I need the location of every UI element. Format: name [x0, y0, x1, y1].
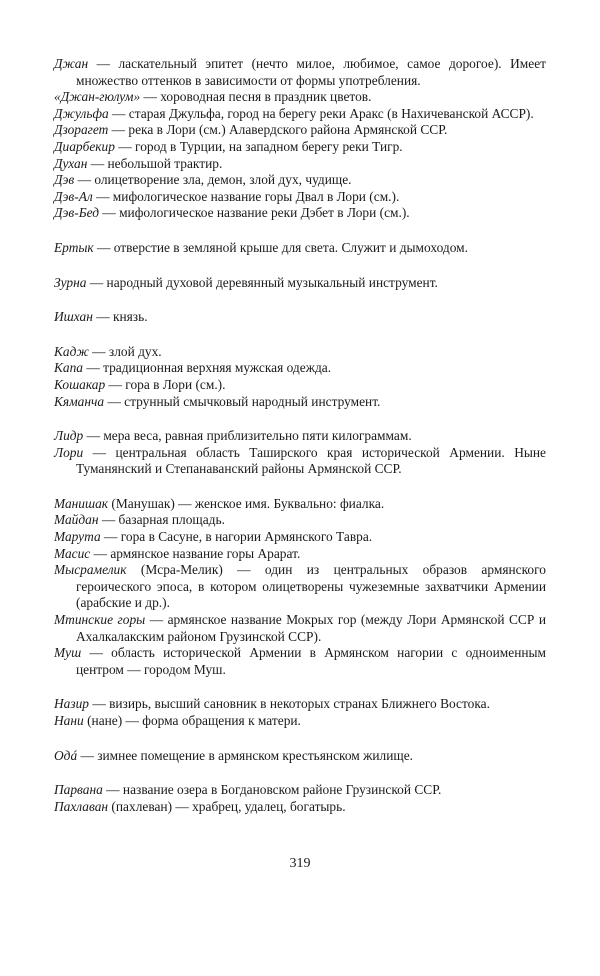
glossary-entry — [54, 240, 546, 257]
entry-definition: — армянское название горы Арарат. — [90, 545, 301, 561]
glossary-entry — [54, 344, 546, 361]
entry-definition: — князь. — [92, 309, 148, 325]
entry-definition: — визирь, высший сановник в некоторых странах Ближнего Востока. — [88, 696, 490, 712]
glossary-entry — [54, 122, 546, 139]
entry-definition: (пахлеван) — храбрец, удалец, богатырь. — [108, 798, 346, 814]
entry-definition: — центральная область Таширского края исторической Армении. Ныне Туманянский и Степанаванский районы Армянской ССР. — [76, 444, 546, 477]
glossary-entry — [54, 205, 546, 222]
glossary-letter-group — [54, 748, 546, 765]
page-number: 319 — [289, 856, 311, 871]
glossary-entry — [54, 529, 546, 546]
entry-term: Пахлаван — [54, 798, 109, 814]
glossary-entry — [54, 189, 546, 206]
entry-term: Нани — [54, 713, 84, 728]
glossary-entry — [54, 377, 546, 394]
glossary-entry — [54, 445, 546, 478]
glossary-entry — [54, 799, 546, 816]
entry-definition: — мифологическое название реки Дэбет в Лори (см.). — [98, 205, 410, 221]
entry-definition: — гора в Лори (см.). — [105, 376, 226, 392]
entry-term: Марута — [54, 529, 101, 545]
entry-term: Мысрамелик — [54, 562, 127, 578]
entry-term: Майдан — [54, 512, 99, 528]
entry-definition: — название озера в Богдановском районе Грузинской ССР. — [102, 782, 442, 798]
glossary-letter-group — [54, 696, 546, 729]
entry-definition: — зимнее помещение в армянском крестьянском жилище. — [77, 747, 413, 763]
entry-term: Манишак — [54, 495, 109, 511]
glossary-entry — [54, 56, 546, 89]
entry-definition: — гора в Сасуне, в нагории Армянского Тавра. — [100, 529, 373, 545]
glossary-entry — [54, 645, 546, 678]
glossary-entry — [54, 139, 546, 156]
glossary-entry — [54, 782, 546, 799]
entry-definition: — злой дух. — [88, 343, 162, 359]
entry-definition: — ласкательный эпитет (нечто милое, любимое, самое дорогое). Имеет множество оттенков в зависимости от формы употребления. — [76, 56, 546, 88]
glossary-entry — [54, 360, 546, 377]
entry-term: Кяманча — [54, 393, 105, 409]
glossary-entry — [54, 156, 546, 173]
glossary-letter-group — [54, 496, 546, 679]
entry-term: Лори — [54, 444, 84, 460]
entry-definition: — город в Турции, на западном берегу реки Тигр. — [114, 138, 403, 154]
entry-definition: — старая Джульфа, город на берегу реки Аракс (в Нахичеванской АССР). — [108, 105, 534, 121]
entry-definition: (Мсра-Мелик) — один из центральных образов армянского героического эпоса, в котором олицетворены чужеземные захватчики Армении (арабские и др.). — [76, 562, 546, 611]
glossary-entry — [54, 106, 546, 123]
entry-term: Масис — [54, 545, 91, 561]
entry-definition: — базарная площадь. — [98, 512, 225, 528]
glossary-letter-group — [54, 56, 546, 222]
glossary-letter-group — [54, 344, 546, 410]
entry-definition: (нане) — форма обращения к матери. — [83, 713, 301, 728]
entry-definition: — область исторической Армении в Армянском нагории с одноименным центром — городом Муш. — [76, 645, 546, 677]
entry-term: Диарбекир — [54, 138, 115, 154]
glossary-entry — [54, 713, 546, 730]
entry-term: Дэв — [54, 172, 75, 188]
entry-term: Одá — [54, 747, 78, 763]
entry-definition: — мифологическое название горы Двал в Лори (см.). — [92, 188, 400, 204]
glossary-entry — [54, 512, 546, 529]
entry-term: Джан — [54, 56, 89, 71]
glossary-entry — [54, 496, 546, 513]
glossary-entry — [54, 309, 546, 326]
glossary-entry — [54, 428, 546, 445]
entry-definition: — струнный смычковый народный инструмент. — [104, 393, 381, 409]
entry-term: Кадж — [54, 343, 89, 359]
entry-definition: — хороводная песня в праздник цветов. — [140, 89, 372, 105]
glossary-letter-group — [54, 275, 546, 292]
glossary-entry — [54, 546, 546, 563]
entry-term: Джульфа — [54, 105, 109, 121]
entry-definition: (Манушак) — женское имя. Буквально: фиалка. — [108, 495, 385, 511]
entry-definition: — традиционная верхняя мужская одежда. — [82, 360, 332, 376]
entry-term: Ишхан — [54, 309, 93, 325]
entry-term: Дэв-Бед — [54, 205, 99, 221]
glossary-entry — [54, 275, 546, 292]
entry-definition: — небольшой трактир. — [87, 155, 223, 171]
entry-definition: — олицетворение зла, демон, злой дух, чудище. — [74, 172, 352, 188]
glossary-entry — [54, 562, 546, 612]
entry-definition: — армянское название Мокрых гор (между Лори Армянской ССР и Ахалкалакским районом Грузинской ССР). — [76, 612, 546, 644]
entry-term: Лидр — [54, 428, 84, 444]
glossary-entry — [54, 748, 546, 765]
glossary-letter-group — [54, 309, 546, 326]
entry-definition: — народный духовой деревянный музыкальный инструмент. — [86, 274, 438, 290]
glossary-entry — [54, 394, 546, 411]
glossary-entry — [54, 696, 546, 713]
glossary-entry — [54, 172, 546, 189]
glossary — [54, 56, 546, 833]
entry-term: Назир — [54, 696, 89, 712]
entry-term: Мтинские горы — [54, 612, 146, 628]
entry-term: Парвана — [54, 782, 103, 798]
entry-term: Ертык — [54, 239, 94, 255]
entry-term: Духан — [54, 155, 88, 171]
entry-term: «Джан-гюлум» — [54, 89, 141, 105]
entry-definition: — отверстие в земляной крыше для света. Служит и дымоходом. — [93, 239, 468, 255]
glossary-entry — [54, 89, 546, 106]
glossary-letter-group — [54, 428, 546, 478]
entry-term: Капа — [54, 360, 83, 376]
entry-term: Муш — [54, 645, 82, 661]
entry-term: Дзорагет — [54, 122, 109, 138]
entry-definition: — мера веса, равная приблизительно пяти килограммам. — [83, 428, 412, 444]
entry-term: Кошакар — [54, 376, 106, 392]
entry-term: Дэв-Ал — [54, 188, 93, 204]
glossary-letter-group — [54, 240, 546, 257]
entry-definition: — река в Лори (см.) Алавердского района Армянской ССР. — [108, 122, 448, 138]
glossary-letter-group — [54, 782, 546, 815]
entry-term: Зурна — [54, 274, 87, 290]
glossary-entry — [54, 612, 546, 645]
